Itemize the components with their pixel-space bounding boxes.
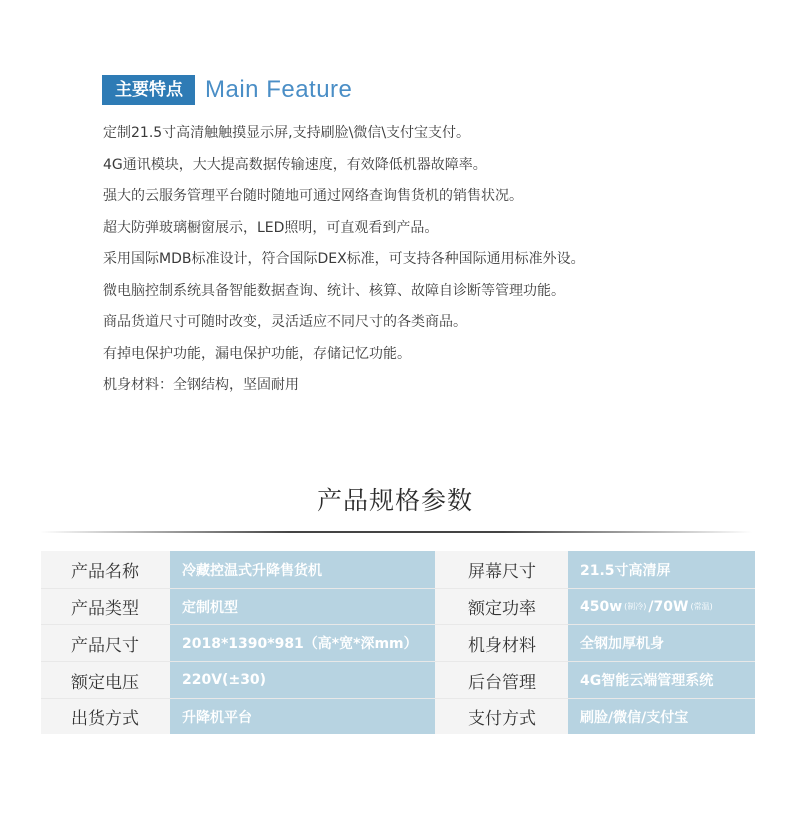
- spec-value: 全钢加厚机身: [568, 625, 755, 661]
- feature-item: 机身材料：全钢结构，坚固耐用: [103, 377, 299, 393]
- feature-item: 有掉电保护功能，漏电保护功能，存储记忆功能。: [103, 345, 411, 362]
- spec-value: 2018*1390*981（高*宽*深mm）: [170, 625, 435, 661]
- spec-value: 升降机平台: [170, 699, 435, 734]
- feature-item: 4G通讯模块，大大提高数据传输速度，有效降低机器故障率。: [103, 156, 487, 173]
- feature-item: 商品货道尺寸可随时改变，灵活适应不同尺寸的各类商品。: [103, 314, 467, 330]
- spec-value: 220V(±30): [170, 662, 435, 698]
- feature-item: 采用国际MDB标准设计，符合国际DEX标准，可支持各种国际通用标准外设。: [103, 251, 585, 267]
- feature-item: 微电脑控制系统具备智能数据查询、统计、核算、故障自诊断等管理功能。: [103, 282, 565, 299]
- power-normal-note: (常温): [690, 602, 713, 611]
- spec-label: 产品名称: [41, 551, 169, 588]
- spec-label: 支付方式: [437, 699, 567, 734]
- table-row: [41, 589, 755, 624]
- spec-value: 刷脸/微信/支付宝: [568, 699, 755, 734]
- spec-value: 21.5寸高清屏: [568, 551, 755, 588]
- feature-item: 定制21.5寸高清触触摸显示屏,支持刷脸\微信\支付宝支付。: [103, 125, 471, 141]
- power-cooling-note: (制冷): [624, 602, 647, 611]
- feature-list: [103, 120, 585, 404]
- spec-label: 机身材料: [437, 625, 567, 661]
- spec-label: 额定功率: [437, 589, 567, 624]
- feature-item: 强大的云服务管理平台随时随地可通过网络查询售货机的销售状况。: [103, 188, 523, 204]
- table-row: [41, 625, 755, 661]
- spec-value: 定制机型: [170, 589, 435, 624]
- section-badge: 主要特点: [102, 75, 195, 105]
- table-row: [41, 699, 755, 734]
- spec-value: 4G智能云端管理系统: [568, 662, 755, 698]
- table-row: [41, 551, 755, 588]
- spec-label: 出货方式: [41, 699, 169, 734]
- spec-label: 额定电压: [41, 662, 169, 698]
- title-divider: [40, 531, 752, 533]
- section-header: [102, 75, 352, 105]
- feature-item: 超大防弹玻璃橱窗展示，LED照明，可直观看到产品。: [103, 219, 439, 236]
- table-row: [41, 662, 755, 698]
- spec-label: 产品尺寸: [41, 625, 169, 661]
- spec-label: 屏幕尺寸: [437, 551, 567, 588]
- spec-label: 产品类型: [41, 589, 169, 624]
- spec-table: [41, 551, 755, 734]
- spec-value: [568, 589, 755, 624]
- power-cooling-value: 450w: [580, 598, 623, 615]
- spec-label: 后台管理: [437, 662, 567, 698]
- section-title-english: Main Feature: [205, 76, 353, 103]
- spec-title: 产品规格参数: [316, 486, 473, 515]
- power-normal-value: /70W: [648, 598, 689, 615]
- spec-value: 冷藏控温式升降售货机: [170, 551, 435, 588]
